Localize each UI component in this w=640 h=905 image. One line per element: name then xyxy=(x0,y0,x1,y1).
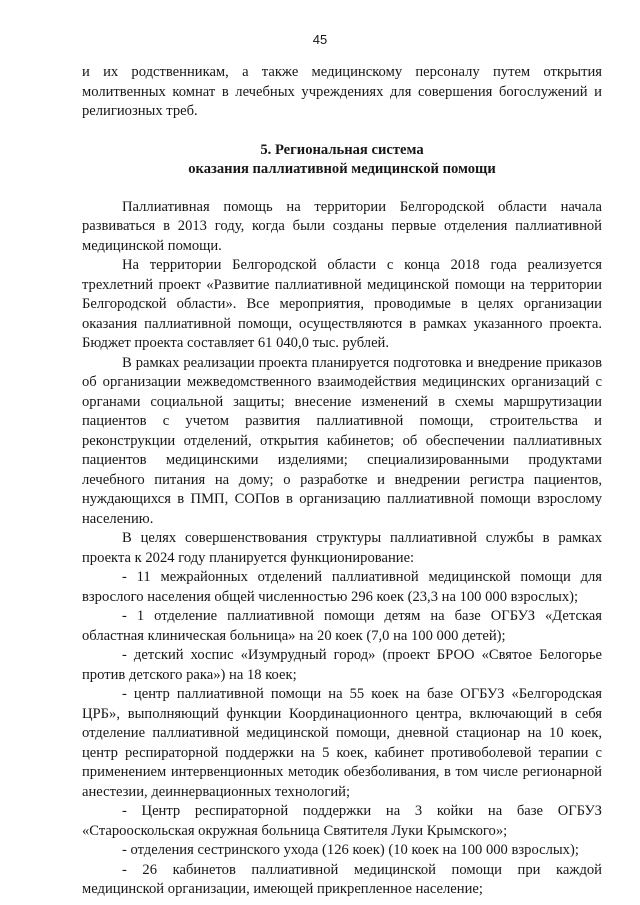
list-item: - 11 межрайонных отделений паллиативной медицинской помощи для взрослого населения общей численностью 296 коек (23,3 на 100 000 взрослых); xyxy=(82,569,602,605)
section-heading-line-2: оказания паллиативной медицинской помощи xyxy=(188,161,496,177)
paragraph: В целях совершенствования структуры паллиативной службы в рамках проекта к 2024 году планируется функционирование: xyxy=(82,530,602,566)
paragraph-continuation: и их родственникам, а также медицинскому персоналу путем открытия молитвенных комнат в лечебных учреждениях для совершения богослужений и религиозных треб. xyxy=(82,64,602,119)
paragraph: На территории Белгородской области с конца 2018 года реализуется трехлетний проект «Развитие паллиативной медицинской помощи на территории Белгородской области». Все мероприятия, проводимые в целях организации оказания паллиативной помощи, осуществляются в рамках указанного проекта. Бюджет проекта составляет 61 040,0 тыс. рублей. xyxy=(82,257,602,351)
document-body xyxy=(82,63,602,900)
list-item: - 1 отделение паллиативной помощи детям на базе ОГБУЗ «Детская областная клиническая больница» на 20 коек (7,0 на 100 000 детей); xyxy=(82,608,602,644)
list-item: - 26 кабинетов паллиативной медицинской помощи при каждой медицинской организации, имеющей прикрепленное население; xyxy=(82,861,602,897)
list-item: - Центр респираторной поддержки на 3 койки на базе ОГБУЗ «Старооскольская окружная больница Святителя Луки Крымского»; xyxy=(82,803,602,839)
list-item: - детский хоспис «Изумрудный город» (проект БРОО «Святое Белогорье против детского рака») на 18 коек; xyxy=(82,647,602,683)
list-item: - центр паллиативной помощи на 55 коек на базе ОГБУЗ «Белгородская ЦРБ», выполняющий функции Координационного центра, включающий в себя отделение паллиативной медицинской помощи, дневной стационар на 10 коек, центр респираторной поддержки на 5 коек, кабинет противоболевой терапии с применением интервенционных методик обезболивания, в том числе регионарной анестезии, деиннервационных технологий; xyxy=(82,686,602,800)
page-number: 45 xyxy=(312,32,328,47)
paragraph: В рамках реализации проекта планируется подготовка и внедрение приказов об организации межведомственного взаимодействия медицинских организаций с органами социальной защиты; внесение изменений в схемы маршрутизации пациентов с учетом развития паллиативной помощи, строительства и реконструкции отделений, открытия кабинетов; об обеспечении паллиативных пациентов медицинскими изделиями; специализированными продуктами лечебного питания на дому; о разработке и внедрении регистра пациентов, нуждающихся в ПМП, СОПов в организацию паллиативной помощи взрослому населению. xyxy=(82,354,602,527)
section-heading xyxy=(82,141,602,180)
section-heading-line-1: 5. Региональная система xyxy=(260,141,424,158)
paragraph: Паллиативная помощь на территории Белгородской области начала развиваться в 2013 году, когда были созданы первые отделения паллиативной медицинской помощи. xyxy=(82,198,602,254)
list-item: - отделения сестринского ухода (126 коек) (10 коек на 100 000 взрослых); xyxy=(122,842,579,858)
